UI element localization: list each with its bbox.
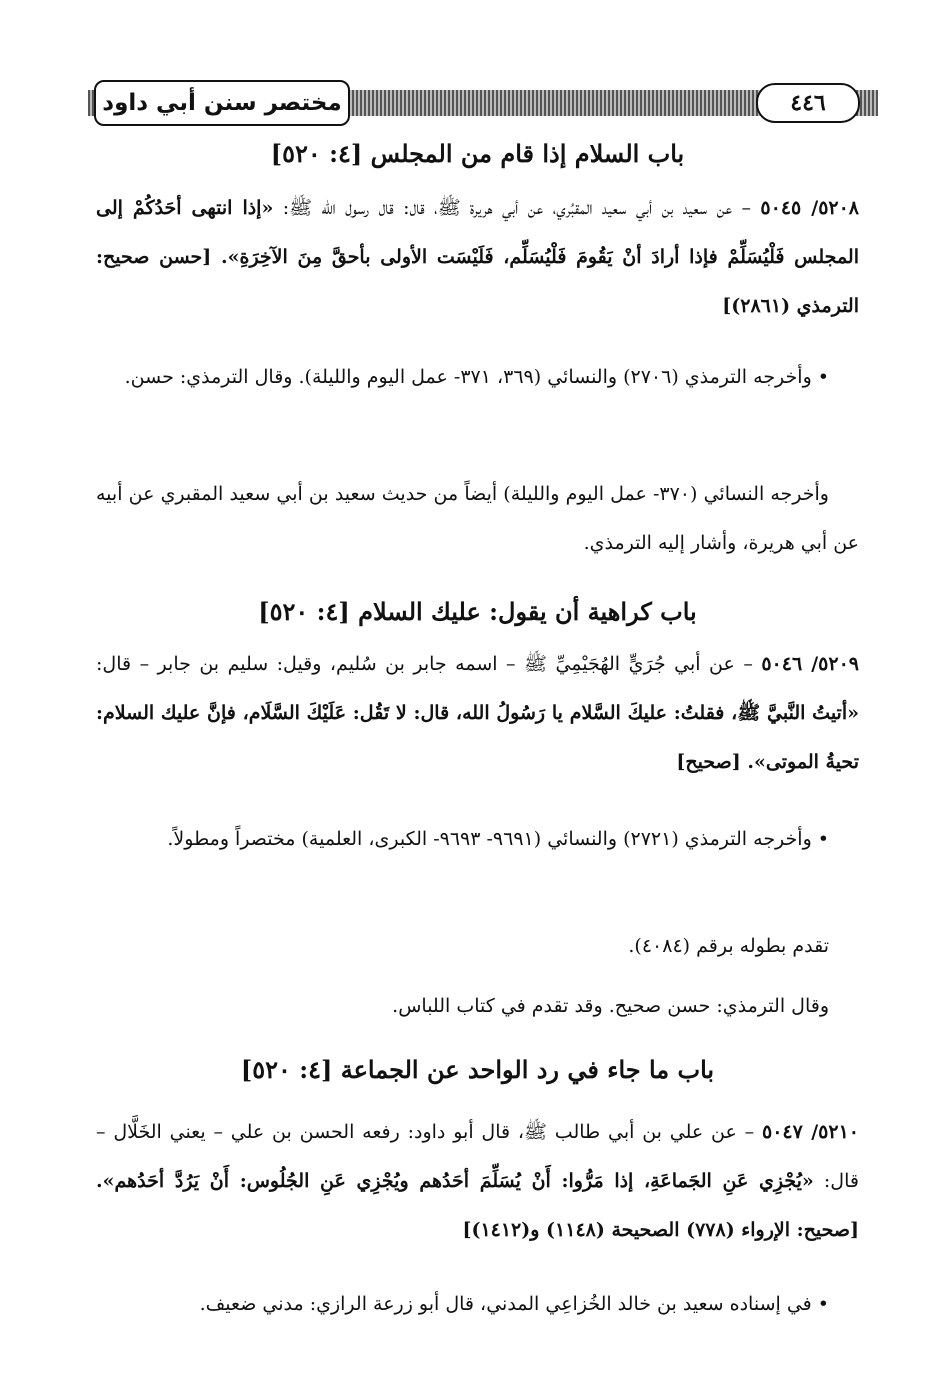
hadith-2: [96, 640, 859, 787]
hadith-quote: «يُجْزِي عَنِ الجَماعَةِ، إذا مَرُّوا: أَنْ يُسَلِّمَ أحَدُهم ويُجْزِي عَنِ الجُلُوس: أَنْ يَرُدَّ أحَدُهم»: [102, 1170, 814, 1192]
note-1-2: وأخرجه النسائي (٣٧٠- عمل اليوم والليلة) أيضاً من حديث سعيد بن أبي سعيد المقبري عن أبيه عن أبي هريرة، وأشار إليه الترمذي.: [96, 483, 859, 554]
note-1-1: • وأخرجه الترمذي (٢٧٠٦) والنسائي (٣٦٩، ٣٧١- عمل اليوم والليلة). وقال الترمذي: حسن.: [124, 366, 829, 388]
running-header: [88, 78, 878, 130]
note-2-2: تقدم بطوله برقم (٤٠٨٤).: [628, 935, 829, 957]
note-2-1: • وأخرجه الترمذي (٢٧٢١) والنسائي (٩٦٩١- ٩٦٩٣- الكبرى، العلمية) مختصراً ومطولاً.: [167, 828, 829, 850]
hadith-grade: . [صحيح]: [676, 751, 755, 773]
hadith-grade: . [حسن صحيح: الترمذي (٢٨٦١)]: [96, 246, 859, 317]
hadith-intro: – عن سعيد بن أبي سعيد المقبُري، عن أبي هريرة ﷺ، قال: قال رسول الله ﷺ:: [273, 197, 761, 219]
hadith-number: ٥٢٠٨/ ٥٠٤٥: [760, 197, 860, 219]
section-heading-3: باب ما جاء في رد الواحد عن الجماعة [٤: ٥٢٠]: [240, 1055, 715, 1084]
hadith-quote: «إذا انتهى أحَدُكُمْ إلى المجلس فَلْيُسَلِّمْ فإذا أرادَ أنْ يَقُومَ فَلْيُسَلِّم، فَلَيْسَت الأولى بأحقَّ مِنَ الآخِرَةِ»: [96, 197, 859, 268]
section-heading-1: باب السلام إذا قام من المجلس [٤: ٥٢٠]: [270, 139, 685, 168]
hadith-quote: «أتيتُ النَّبيَّ ﷺ، فقلتُ: عليكَ السَّلام يا رَسُولُ الله، قال: لا تَقُل: عَلَيْكَ السَّلَام، فإنَّ عليك السلام: تحيةُ الموتى»: [96, 702, 859, 773]
section-heading-2: باب كراهية أن يقول: عليك السلام [٤: ٥٢٠]: [258, 597, 697, 626]
hadith-3: [96, 1108, 859, 1255]
note-3-1: • في إسناده سعيد بن خالد الخُزاعِي المدني، قال أبو زرعة الرازي: مدني ضعيف.: [199, 1293, 829, 1315]
book-title: مختصر سنن أبي داود: [94, 80, 350, 126]
hadith-number: ٥٢١٠/ ٥٠٤٧: [762, 1121, 859, 1143]
page-number: ٤٤٦: [756, 83, 860, 123]
hadith-intro: – عن أبي جُرَيٍّ الهُجَيْمِيِّ ﷺ – اسمه جابر بن سُليم، وقيل: سليم بن جابر – قال:: [96, 653, 762, 675]
note-2-3: وقال الترمذي: حسن صحيح. وقد تقدم في كتاب اللباس.: [392, 995, 829, 1017]
hadith-grade: . [صحيح: الإرواء (٧٧٨) الصحيحة (١١٤٨) و(١٤١٢)]: [96, 1170, 859, 1241]
hadith-number: ٥٢٠٩/ ٥٠٤٦: [761, 653, 859, 675]
hadith-intro: – عن علي بن أبي طالب ﷺ، قال أبو داود: رفعه الحسن بن علي – يعني الخَلَّال – قال:: [96, 1121, 859, 1192]
hadith-1: [96, 184, 859, 331]
